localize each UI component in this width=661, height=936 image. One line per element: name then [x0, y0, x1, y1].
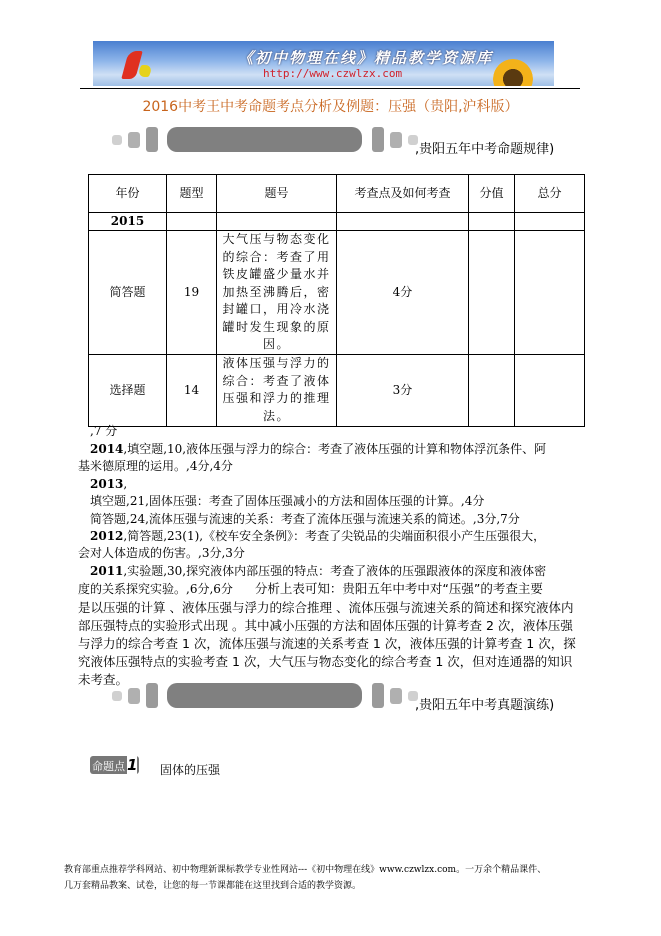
exam-table	[88, 174, 585, 427]
text-line: 2011,实验题,30,探究液体内部压强的特点：考查了液体的压强跟液体的深度和液体密	[90, 564, 547, 578]
table-row	[89, 354, 585, 426]
section-decoration	[112, 127, 422, 152]
section-heading-rules: ,贵阳五年中考命题规律)	[415, 142, 555, 157]
header-cell: 考查点及如何考查	[337, 175, 469, 213]
num-cell: 14	[167, 354, 217, 426]
text-line: 与浮力的综合考查 1 次，流体压强与流速的关系考查 1 次，液体压强的计算考查 1 次，探	[78, 636, 576, 651]
point-cell: 大气压与物态变化的综合：考查了用铁皮罐盛少量水并加热至沸腾后，密封罐口，用冷水浇罐时发生现象的原因。	[217, 231, 337, 355]
table-header-row	[89, 175, 585, 213]
text-line: 未考查。	[78, 672, 129, 687]
table-row	[89, 231, 585, 355]
text-line: 2014,填空题,10,液体压强与浮力的综合：考查了液体压强的计算和物体浮沉条件、阿	[90, 442, 547, 456]
text-line: 部压强特点的实验形式出现 。其中减小压强的方法和固体压强的计算考查 2 次，液体压强	[78, 618, 573, 633]
topic-title: 固体的压强	[160, 763, 221, 777]
header-cell: 分值	[469, 175, 515, 213]
topic-badge: 命题点 1	[92, 756, 138, 774]
text-line: ,7 分	[90, 424, 118, 438]
type-cell: 选择题	[89, 354, 167, 426]
text-line: 度的关系探究实验。,6分,6分 分析上表可知：贵阳五年中考中对“压强”的考查主要	[78, 581, 543, 596]
text-line: 会对人体造成的伤害。,3分,3分	[78, 546, 245, 560]
text-line: 基米德原理的运用。,4分,4分	[78, 459, 233, 473]
score-cell: 4分	[337, 231, 469, 355]
text-line: 简答题,24,流体压强与流速的关系：考查了流体压强与流速关系的简述。,3分,7分	[90, 512, 520, 526]
text-line: 2013,	[90, 477, 128, 491]
text-line: 究液体压强特点的实验考查 1 次，大气压与物态变化的综合考查 1 次，但对连通器的知识	[78, 654, 573, 669]
score-cell: 3分	[337, 354, 469, 426]
header-cell: 题号	[217, 175, 337, 213]
header-rule	[80, 88, 580, 89]
header-cell: 年份	[89, 175, 167, 213]
footer-line: 几万套精品教案、试卷，让您的每一节课都能在这里找到合适的教学资源。	[64, 881, 362, 891]
footer-line: 教育部重点推荐学科网站、初中物理新课标教学专业性网站---《初中物理在线》www.czwlzx.com。一万余个精品课件、	[64, 865, 547, 875]
type-cell: 简答题	[89, 231, 167, 355]
year-cell: 2015	[89, 213, 167, 231]
text-line: 是以压强的计算 、液体压强与浮力的综合推理 、流体压强与流速关系的简述和探究液体内	[78, 600, 574, 615]
site-banner	[93, 41, 554, 86]
table-row	[89, 213, 585, 231]
banner-title: 《初中物理在线》精品教学资源库	[238, 49, 494, 67]
header-cell: 总分	[515, 175, 585, 213]
text-line: 填空题,21,固体压强：考查了固体压强减小的方法和固体压强的计算。,4分	[90, 494, 485, 508]
banner-url: http://www.czwlzx.com	[263, 67, 403, 80]
point-cell: 液体压强与浮力的综合：考查了液体压强和浮力的推理法。	[217, 354, 337, 426]
text-line: 2012,简答题,23(1),《校车安全条例》：考查了尖锐品的尖端面积很小产生压强很大，	[90, 529, 546, 543]
header-cell: 题型	[167, 175, 217, 213]
page-title: 2016中考王中考命题考点分析及例题：压强（贵阳,沪科版）	[142, 99, 519, 115]
num-cell: 19	[167, 231, 217, 355]
sunflower-icon	[493, 59, 533, 86]
logo-accent-icon	[137, 65, 153, 77]
section-decoration	[112, 683, 422, 708]
section-heading-exams: ,贵阳五年中考真题演练)	[415, 698, 555, 713]
